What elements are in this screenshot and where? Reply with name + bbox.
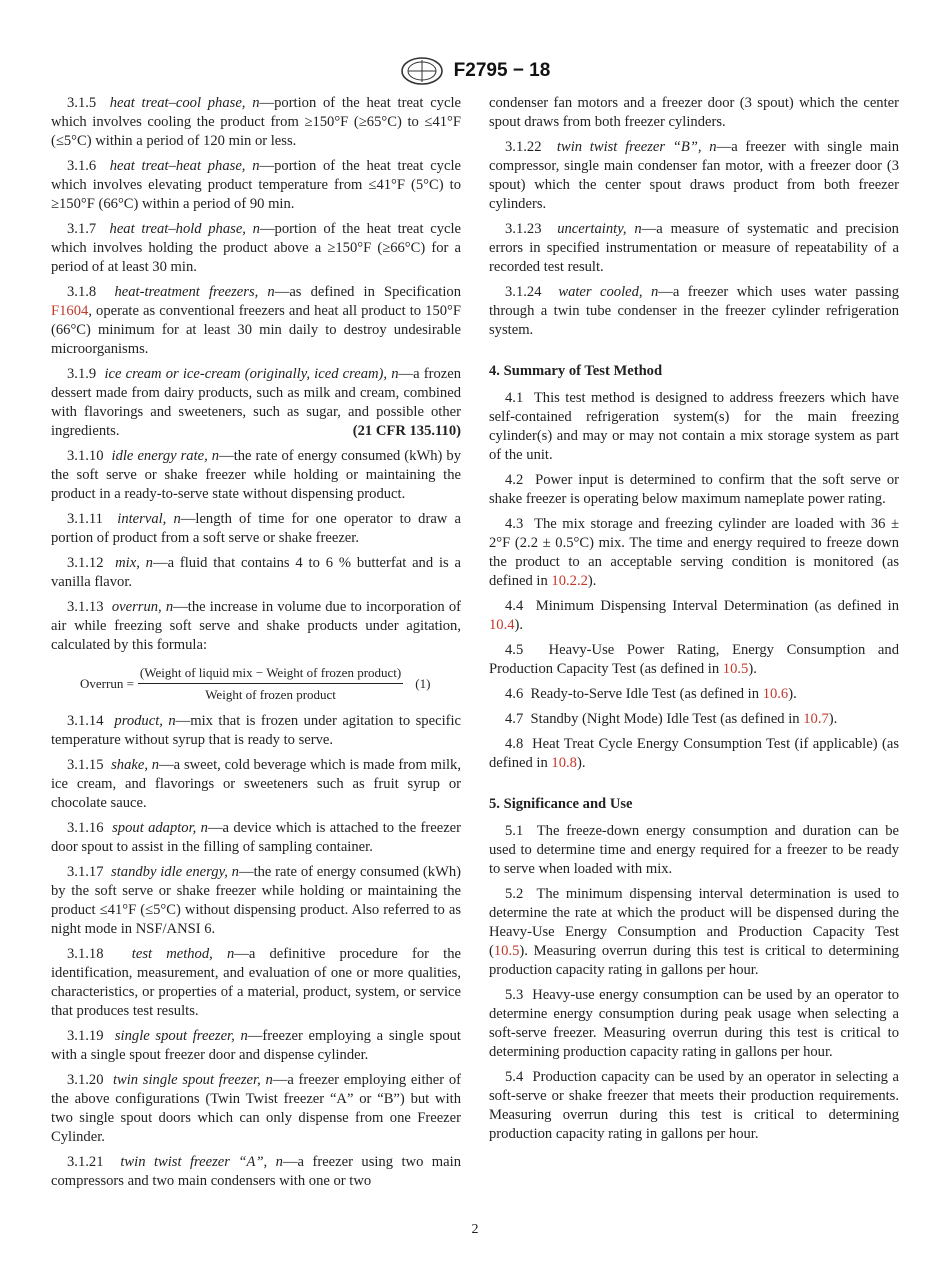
- paragraph-4-8: 4.8 Heat Treat Cycle Energy Consumption Test (if applicable) (as defined in 10.8).: [489, 736, 900, 771]
- definition-3-1-17: 3.1.17 standby idle energy, n—the rate of energy consumed (kWh) by the soft serve or shake freezer while holding or maintaining the product ≤41°F (≤5°C) without dispensing product. Also referred to as night mode in NSF/ANSI 6.: [51, 864, 462, 937]
- page-header: [0, 56, 950, 86]
- definition-3-1-14: 3.1.14 product, n—mix that is frozen under agitation to specific temperature without syrup that is ready to serve.: [51, 713, 462, 748]
- paragraph-4-6: 4.6 Ready-to-Serve Idle Test (as defined in 10.6).: [505, 686, 797, 702]
- reference-link[interactable]: F1604: [51, 303, 89, 319]
- paragraph-4-5: 4.5 Heavy-Use Power Rating, Energy Consumption and Production Capacity Test (as defined in 10.5).: [489, 642, 899, 677]
- section-heading-4: 4. Summary of Test Method: [489, 363, 663, 379]
- reference-link[interactable]: 10.5: [493, 943, 520, 959]
- reference-link[interactable]: 10.6: [762, 686, 789, 702]
- reference-link[interactable]: 10.4: [489, 617, 515, 633]
- document-designation: F2795 − 18: [453, 60, 551, 81]
- reference-link[interactable]: 10.8: [551, 755, 577, 771]
- definition-3-1-11: 3.1.11 interval, n—length of time for one operator to draw a portion of product from a soft serve or shake freezer.: [51, 511, 461, 546]
- equation-number: (1): [415, 676, 431, 691]
- left-column: [51, 94, 461, 1197]
- definition-3-1-24: 3.1.24 water cooled, n—a freezer which uses water passing through a twin tube condenser in the freezer cylinder refrigeration system.: [489, 284, 899, 338]
- equation-numerator: (Weight of liquid mix − Weight of frozen product): [138, 663, 403, 684]
- paragraph-4-7: 4.7 Standby (Night Mode) Idle Test (as defined in 10.7).: [505, 711, 838, 727]
- paragraph-5-2: 5.2 The minimum dispensing interval determination is used to determine the rate at which the product will be dispensed during the Heavy-Use Energy Consumption and Production Capacity Test (10.5). Measuring overrun during this test is critical to determining production capacity rating in gallons per hour.: [489, 886, 899, 978]
- definition-3-1-23: 3.1.23 uncertainty, n—a measure of systematic and precision errors in specified instrumentation or measure of repeatability of a recorded test result.: [489, 221, 899, 275]
- paragraph-4-3: 4.3 The mix storage and freezing cylinder are loaded with 36 ± 2°F (2.2 ± 0.5°C) mix. The time and energy required to freeze down the product to an acceptable serving condition is monitored (as defined in 10.2.2).: [489, 516, 899, 589]
- definition-3-1-8: 3.1.8 heat-treatment freezers, n—as defined in Specification F1604, operate as conventional freezers and heat all product to 150°F (66°C) minimum for at least 30 min daily to destroy undesirable microorganisms.: [51, 284, 462, 357]
- definition-3-1-18: 3.1.18 test method, n—a definitive procedure for the identification, measurement, and evaluation of one or more qualities, characteristics, or properties of a material, product, system, or service that produces test results.: [51, 946, 461, 1019]
- equation-denominator: Weight of frozen product: [205, 687, 336, 702]
- right-column: [489, 94, 899, 1150]
- overrun-equation: Overrun = $\frac{\text{(Weight of liquid mix − Weight of frozen product)}}{\text{Weight of frozen product}}$ (1): [80, 665, 431, 702]
- definition-3-1-10: 3.1.10 idle energy rate, n—the rate of energy consumed (kWh) by the soft serve or shake freezer while holding or maintaining the product in a ready-to-serve state without dispensing product.: [51, 448, 461, 502]
- definition-3-1-7: 3.1.7 heat treat–hold phase, n—portion of the heat treat cycle which involves holding the product above a ≥150°F (≥66°C) for a period of at least 30 min.: [51, 221, 462, 275]
- reference-link[interactable]: 10.5: [722, 661, 749, 677]
- paragraph-5-1: 5.1 The freeze-down energy consumption and duration can be used to determine time and energy required for a freezer to be ready to serve when loaded with mix.: [489, 823, 899, 877]
- paragraph-4-1: 4.1 This test method is designed to address freezers which have self-contained refrigeration system(s) for the main freezing cylinder(s) and may or may not contain a mix storage system as part of the unit.: [489, 390, 899, 463]
- definition-3-1-15: 3.1.15 shake, n—a sweet, cold beverage which is made from milk, ice cream, and flavorings or sweeteners such as fruit syrup or chocolate sauce.: [51, 757, 462, 811]
- definition-3-1-13: 3.1.13 overrun, n—the increase in volume due to incorporation of air while freezing soft serve and shake products under agitation, calculated by this formula:: [51, 599, 461, 653]
- section-heading-5: 5. Significance and Use: [489, 796, 633, 812]
- reference-link[interactable]: 10.2.2: [551, 573, 588, 589]
- definition-3-1-5: 3.1.5 heat treat–cool phase, n—portion of the heat treat cycle which involves cooling the product from ≥150°F (≥65°C) to ≤41°F (≤5°C) within a period of 120 min or less.: [51, 95, 461, 149]
- definition-3-1-9: 3.1.9 ice cream or ice-cream (originally, iced cream), n—a frozen dessert made from dairy products, such as milk and cream, combined with flavorings and sweeteners, such as sugar, and possible other ingredients. (21 CFR 135.110): [51, 366, 461, 439]
- astm-logo-icon: [400, 56, 444, 86]
- paragraph-5-4: 5.4 Production capacity can be used by an operator in selecting a soft-serve or shake freezer that meets their production requirements. Measuring overrun during this test is critical to determining production capacity rating in gallons per hour.: [489, 1069, 900, 1142]
- definition-3-1-12: 3.1.12 mix, n—a fluid that contains 4 to 6 % butterfat and is a vanilla flavor.: [51, 555, 462, 590]
- paragraph-5-3: 5.3 Heavy-use energy consumption can be used by an operator to determine energy consumption during peak usage when selecting a soft-serve freezer. Measuring overrun during this test is critical to determining production capacity rating in gallons per hour.: [489, 987, 899, 1060]
- paragraph-4-4: 4.4 Minimum Dispensing Interval Determination (as defined in 10.4).: [489, 598, 900, 633]
- definition-3-1-6: 3.1.6 heat treat–heat phase, n—portion of the heat treat cycle which involves elevating product temperature from ≤41°F (5°C) to ≥150°F (66°C) within a period of 90 min.: [51, 158, 461, 212]
- citation: (21 CFR 135.110): [352, 423, 461, 439]
- definition-3-1-21: 3.1.21 twin twist freezer “A”, n—a freezer using two main compressors and two main condensers with one or two: [51, 1154, 461, 1189]
- paragraph-4-2: 4.2 Power input is determined to confirm that the soft serve or shake freezer is operating below maximum nameplate power rating.: [489, 472, 899, 507]
- definition-3-1-16: 3.1.16 spout adaptor, n—a device which is attached to the freezer door spout to assist in the filling of sampling container.: [51, 820, 462, 855]
- definition-continuation: condenser fan motors and a freezer door (3 spout) which the center spout draws from both freezer cylinders.: [489, 95, 899, 130]
- reference-link[interactable]: 10.7: [803, 711, 829, 727]
- definition-3-1-22: 3.1.22 twin twist freezer “B”, n—a freezer with single main compressor, single main condenser fan motor, with a freezer door (3 spout) which the center spout draws product from both freezer cylinders.: [489, 139, 900, 212]
- page-number: 2: [471, 1222, 479, 1237]
- definition-3-1-19: 3.1.19 single spout freezer, n—freezer employing a single spout with a single spout freezer door and dispense cylinder.: [51, 1028, 461, 1063]
- definition-3-1-20: 3.1.20 twin single spout freezer, n—a freezer employing either of the above configurations (Twin Twist freezer “A” or “B”) but with two single spout doors which can only dispense from one Freezer Cylinder.: [51, 1072, 462, 1145]
